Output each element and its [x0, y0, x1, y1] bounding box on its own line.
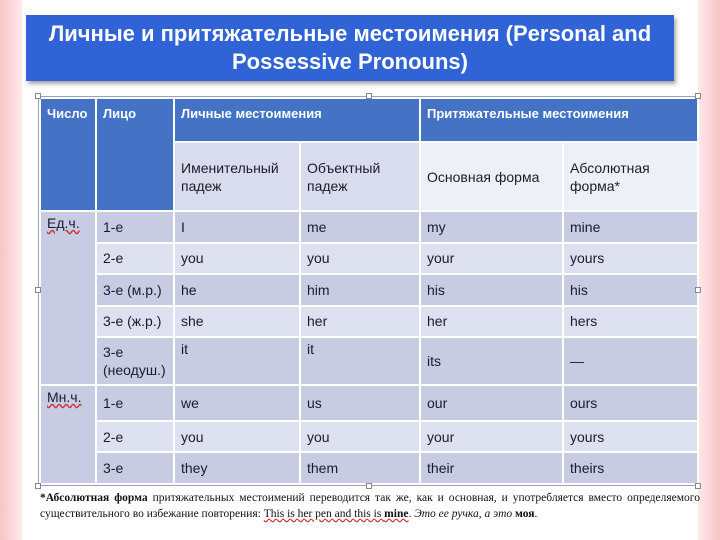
- cell-objective: us: [300, 385, 420, 421]
- cell-person: 2-е: [96, 243, 174, 274]
- cell-absolute: his: [563, 274, 698, 305]
- table-row: [40, 274, 698, 305]
- cell-absolute: yours: [563, 243, 698, 274]
- table-row: [40, 421, 698, 452]
- cell-basic: my: [420, 211, 563, 242]
- table-row: [40, 452, 698, 484]
- cell-objective: him: [300, 274, 420, 305]
- cell-person: 3-е (м.р.): [96, 274, 174, 305]
- footnote-example-ru: Это ее ручка, а это: [414, 508, 516, 520]
- header-absolute-form: Абсолютная форма*: [563, 142, 698, 211]
- plural-label: Мн.ч.: [47, 389, 82, 406]
- cell-nominative: you: [174, 421, 300, 452]
- cell-nominative: it: [174, 337, 300, 385]
- footnote-example-en-end: .: [408, 508, 415, 520]
- slide-title: [26, 15, 674, 81]
- footnote-example-en-bold: mine: [384, 508, 409, 520]
- right-decoration: [698, 0, 720, 540]
- title-line-1: Личные и притяжательные местоимения (Personal and: [48, 21, 652, 46]
- cell-absolute: theirs: [563, 452, 698, 484]
- footnote: [40, 490, 700, 522]
- cell-nominative: you: [174, 243, 300, 274]
- cell-objective: them: [300, 452, 420, 484]
- resize-handle-bottom-left[interactable]: [35, 483, 41, 489]
- header-objective: Объектный падеж: [300, 142, 420, 211]
- footnote-term: *Абсолютная форма: [40, 492, 148, 504]
- table-row: [40, 385, 698, 421]
- cell-absolute: ours: [563, 385, 698, 421]
- cell-nominative: we: [174, 385, 300, 421]
- cell-person: 1-е: [96, 385, 174, 421]
- pronoun-table-container[interactable]: [38, 96, 698, 486]
- table-row: [40, 211, 698, 242]
- cell-nominative: she: [174, 306, 300, 337]
- footnote-example-ru-end: .: [534, 508, 538, 520]
- resize-handle-top-left[interactable]: [35, 93, 41, 99]
- resize-handle-top-right[interactable]: [695, 93, 701, 99]
- footnote-text: притяжательных местоимений переводится так же, как и основная, и употребляется вместо определяемого существительного во избежание повторения:: [40, 492, 700, 520]
- header-basic-form: Основная форма: [420, 142, 563, 211]
- cell-absolute: hers: [563, 306, 698, 337]
- cell-person: 3-е: [96, 452, 174, 484]
- singular-label: Ед.ч.: [47, 215, 80, 232]
- cell-objective: you: [300, 421, 420, 452]
- table-row: [40, 337, 698, 385]
- header-number: Число: [40, 98, 96, 211]
- cell-nominative: he: [174, 274, 300, 305]
- cell-objective: you: [300, 243, 420, 274]
- cell-objective: her: [300, 306, 420, 337]
- footnote-example-ru-bold: моя: [515, 508, 535, 520]
- cell-absolute: mine: [563, 211, 698, 242]
- cell-basic: your: [420, 421, 563, 452]
- number-singular: [40, 211, 96, 385]
- cell-person: 3-е (ж.р.): [96, 306, 174, 337]
- cell-absolute: yours: [563, 421, 698, 452]
- cell-person: 1-е: [96, 211, 174, 242]
- resize-handle-left[interactable]: [35, 287, 41, 293]
- header-person: Лицо: [96, 98, 174, 211]
- cell-nominative: they: [174, 452, 300, 484]
- cell-basic: its: [420, 337, 563, 385]
- cell-person: 2-е: [96, 421, 174, 452]
- resize-handle-bottom[interactable]: [366, 483, 372, 489]
- left-decoration: [0, 0, 22, 540]
- title-line-2: Possessive Pronouns): [232, 49, 468, 74]
- header-nominative: Именительный падеж: [174, 142, 300, 211]
- cell-basic: their: [420, 452, 563, 484]
- number-plural: [40, 385, 96, 484]
- resize-handle-right[interactable]: [695, 287, 701, 293]
- cell-person: 3-е (неодуш.): [96, 337, 174, 385]
- cell-absolute: —: [563, 337, 698, 385]
- table-row: [40, 306, 698, 337]
- cell-objective: it: [300, 337, 420, 385]
- cell-basic: her: [420, 306, 563, 337]
- cell-nominative: I: [174, 211, 300, 242]
- cell-basic: our: [420, 385, 563, 421]
- resize-handle-bottom-right[interactable]: [695, 483, 701, 489]
- pronoun-table: [39, 97, 699, 485]
- table-row: [40, 243, 698, 274]
- resize-handle-top[interactable]: [366, 93, 372, 99]
- footnote-example-en: This is her pen and this is: [263, 508, 385, 520]
- cell-objective: me: [300, 211, 420, 242]
- cell-basic: his: [420, 274, 563, 305]
- header-possessive: Притяжательные местоимения: [420, 98, 698, 142]
- cell-basic: your: [420, 243, 563, 274]
- header-personal: Личные местоимения: [174, 98, 420, 142]
